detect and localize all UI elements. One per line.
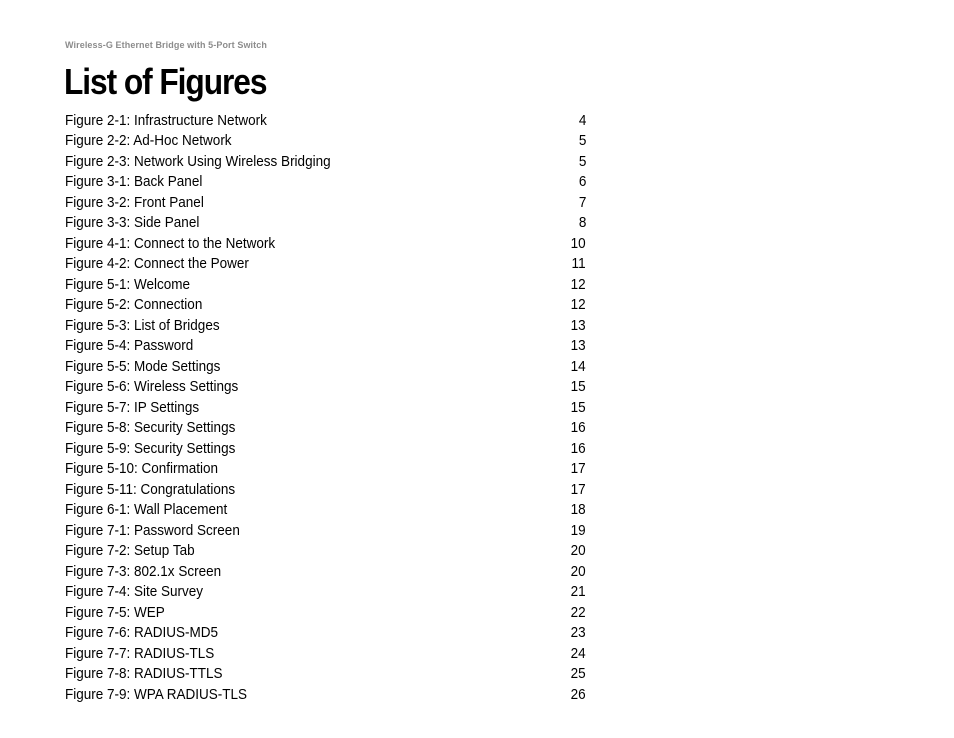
figure-entry[interactable] xyxy=(65,377,586,398)
figure-page-number: 12 xyxy=(570,296,586,314)
figure-title: Figure 7-8: RADIUS-TTLS xyxy=(65,665,223,683)
figure-page-number: 6 xyxy=(578,173,586,191)
figure-entry[interactable] xyxy=(65,664,586,685)
figure-entry[interactable] xyxy=(65,336,586,357)
figure-entry[interactable] xyxy=(65,418,586,439)
figure-page-number: 20 xyxy=(570,542,586,560)
figure-page-number: 26 xyxy=(570,685,586,703)
figure-entry[interactable] xyxy=(65,602,586,623)
figure-entry[interactable] xyxy=(65,274,586,295)
figure-title: Figure 7-6: RADIUS-MD5 xyxy=(65,624,219,642)
figure-entry[interactable] xyxy=(65,131,586,152)
figure-entry[interactable] xyxy=(65,213,586,234)
figure-title: Figure 7-3: 802.1x Screen xyxy=(65,562,222,580)
figure-entry[interactable] xyxy=(65,192,586,213)
figure-page-number: 23 xyxy=(570,624,586,642)
figure-page-number: 19 xyxy=(570,521,586,539)
figure-page-number: 12 xyxy=(570,275,586,293)
figure-page-number: 5 xyxy=(578,152,586,170)
figure-page-number: 10 xyxy=(570,234,586,252)
figure-page-number: 17 xyxy=(570,460,586,478)
figure-page-number: 13 xyxy=(570,337,586,355)
figure-entry[interactable] xyxy=(65,684,586,705)
figure-page-number: 22 xyxy=(570,603,586,621)
list-of-figures xyxy=(65,110,586,705)
running-header: Wireless-G Ethernet Bridge with 5-Port Switch xyxy=(65,40,267,50)
figure-entry[interactable] xyxy=(65,172,586,193)
figure-entry[interactable] xyxy=(65,623,586,644)
figure-title: Figure 5-7: IP Settings xyxy=(65,398,200,416)
figure-title: Figure 2-3: Network Using Wireless Bridging xyxy=(65,152,331,170)
figure-page-number: 18 xyxy=(570,501,586,519)
figure-entry[interactable] xyxy=(65,151,586,172)
figure-entry[interactable] xyxy=(65,438,586,459)
figure-page-number: 11 xyxy=(571,255,586,273)
figure-page-number: 24 xyxy=(570,644,586,662)
figure-page-number: 15 xyxy=(570,398,586,416)
figure-page-number: 25 xyxy=(570,665,586,683)
figure-entry[interactable] xyxy=(65,315,586,336)
figure-title: Figure 7-2: Setup Tab xyxy=(65,542,195,560)
figure-title: Figure 5-3: List of Bridges xyxy=(65,316,220,334)
figure-page-number: 20 xyxy=(570,562,586,580)
figure-page-number: 16 xyxy=(570,439,586,457)
figure-entry[interactable] xyxy=(65,254,586,275)
figure-entry[interactable] xyxy=(65,397,586,418)
figure-entry[interactable] xyxy=(65,561,586,582)
figure-page-number: 8 xyxy=(578,214,586,232)
figure-entry[interactable] xyxy=(65,582,586,603)
figure-entry[interactable] xyxy=(65,541,586,562)
figure-entry[interactable] xyxy=(65,643,586,664)
figure-page-number: 17 xyxy=(570,480,586,498)
figure-entry[interactable] xyxy=(65,295,586,316)
figure-entry[interactable] xyxy=(65,500,586,521)
figure-page-number: 15 xyxy=(570,378,586,396)
figure-title: Figure 3-2: Front Panel xyxy=(65,193,204,211)
figure-page-number: 21 xyxy=(570,583,586,601)
figure-entry[interactable] xyxy=(65,356,586,377)
figure-title: Figure 5-1: Welcome xyxy=(65,275,191,293)
figure-title: Figure 2-1: Infrastructure Network xyxy=(65,111,267,129)
figure-entry[interactable] xyxy=(65,479,586,500)
figure-page-number: 16 xyxy=(570,419,586,437)
figure-title: Figure 6-1: Wall Placement xyxy=(65,501,228,519)
figure-entry[interactable] xyxy=(65,520,586,541)
figure-page-number: 13 xyxy=(570,316,586,334)
figure-page-number: 4 xyxy=(578,111,586,129)
figure-title: Figure 5-6: Wireless Settings xyxy=(65,378,239,396)
figure-entry[interactable] xyxy=(65,459,586,480)
figure-title: Figure 5-5: Mode Settings xyxy=(65,357,221,375)
figure-title: Figure 5-2: Connection xyxy=(65,296,203,314)
figure-title: Figure 3-3: Side Panel xyxy=(65,214,200,232)
figure-title: Figure 4-2: Connect the Power xyxy=(65,255,249,273)
figure-title: Figure 7-7: RADIUS-TLS xyxy=(65,644,215,662)
figure-title: Figure 3-1: Back Panel xyxy=(65,173,203,191)
figure-title: Figure 7-1: Password Screen xyxy=(65,521,240,539)
figure-entry[interactable] xyxy=(65,233,586,254)
figure-title: Figure 5-11: Congratulations xyxy=(65,480,236,498)
figure-page-number: 7 xyxy=(578,193,586,211)
figure-page-number: 5 xyxy=(578,132,586,150)
figure-title: Figure 2-2: Ad-Hoc Network xyxy=(65,132,232,150)
figure-title: Figure 5-4: Password xyxy=(65,337,194,355)
figure-entry[interactable] xyxy=(65,110,586,131)
figure-title: Figure 7-9: WPA RADIUS-TLS xyxy=(65,685,248,703)
figure-title: Figure 7-4: Site Survey xyxy=(65,583,204,601)
figure-title: Figure 5-8: Security Settings xyxy=(65,419,236,437)
page-title: List of Figures xyxy=(64,61,267,102)
figure-title: Figure 7-5: WEP xyxy=(65,603,165,621)
figure-page-number: 14 xyxy=(570,357,586,375)
figure-title: Figure 5-9: Security Settings xyxy=(65,439,236,457)
figure-title: Figure 5-10: Confirmation xyxy=(65,460,219,478)
figure-title: Figure 4-1: Connect to the Network xyxy=(65,234,276,252)
